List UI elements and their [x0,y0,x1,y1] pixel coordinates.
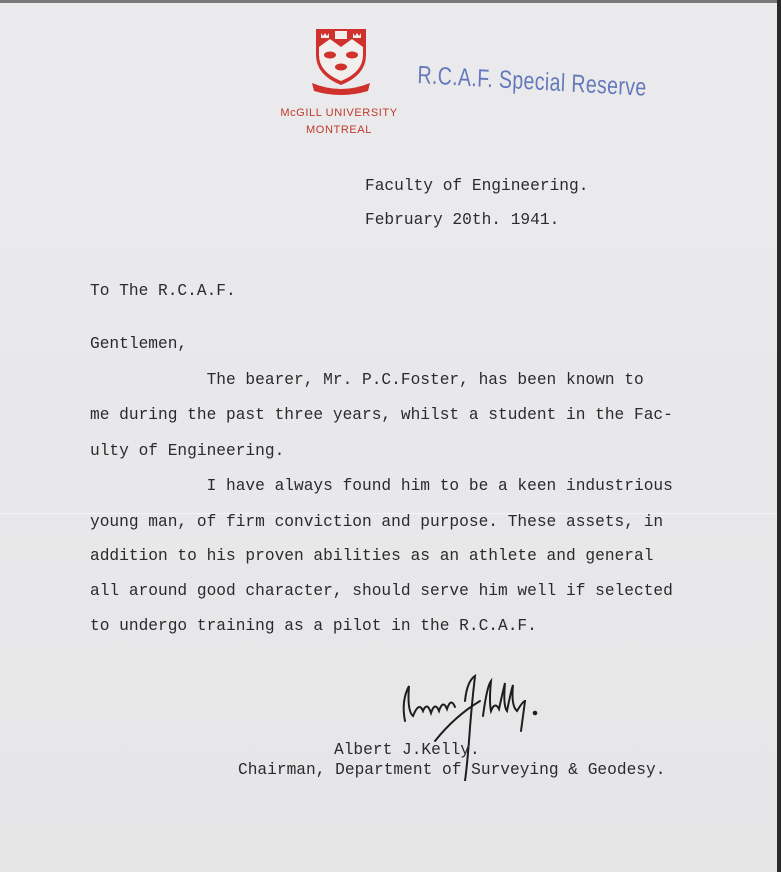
scan-edge [777,0,781,872]
university-city: MONTREAL [306,124,372,136]
body-line: addition to his proven abilities as an athlete and general [90,547,654,565]
addressee: To The R.C.A.F. [90,282,236,300]
body-line: young man, of firm conviction and purpose. These assets, in [90,513,664,531]
body-line: to undergo training as a pilot in the R.C.A.F. [90,617,537,635]
mcgill-crest-icon [308,25,374,95]
letter-date: February 20th. 1941. [365,211,560,229]
body-line: ulty of Engineering. [90,442,285,460]
faculty-line: Faculty of Engineering. [365,177,589,195]
rcaf-stamp: R.C.A.F. Special Reserve [417,61,648,102]
salutation: Gentlemen, [90,335,188,353]
signatory-title: Chairman, Department of Surveying & Geodesy. [238,761,666,779]
body-line: all around good character, should serve him well if selected [90,582,673,600]
signatory-name: Albert J.Kelly. [334,741,480,759]
body-line: I have always found him to be a keen industrious [90,477,673,495]
body-line: The bearer, Mr. P.C.Foster, has been known to [90,371,644,389]
body-line: me during the past three years, whilst a student in the Fac- [90,406,673,424]
university-name: McGILL UNIVERSITY [280,107,398,119]
